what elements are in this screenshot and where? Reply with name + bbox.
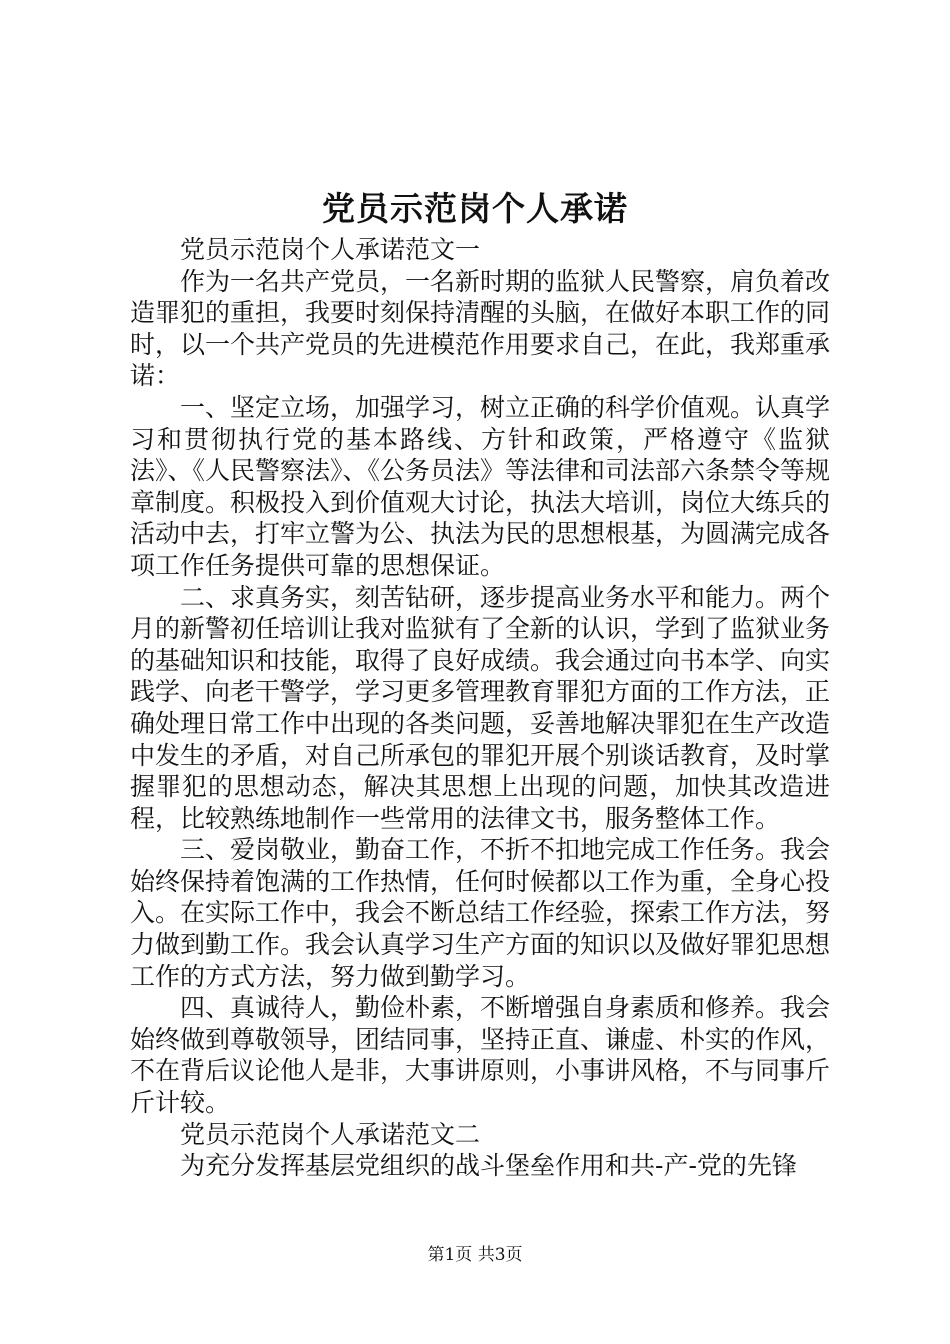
paragraph-point-1: 一、坚定立场，加强学习，树立正确的科学价值观。认真学习和贯彻执行党的基本路线、方针和政策，严格遵守《监狱法》、《人民警察法》、《公务员法》等法律和司法部六条禁令等规章制度。积极投入到价值观大讨论，执法大培训，岗位大练兵的活动中去，打牢立警为公、执法为民的思想根基，为圆满完成各项工作任务提供可靠的思想保证。	[130, 392, 831, 580]
page-footer: 第1页 共3页	[427, 1245, 523, 1265]
document-title: 党员示范岗个人承诺	[322, 189, 628, 228]
section-heading-2: 党员示范岗个人承诺范文二	[180, 1119, 481, 1149]
paragraph-point-2: 二、求真务实，刻苦钻研，逐步提高业务水平和能力。两个月的新警初任培训让我对监狱有了全新的认识，学到了监狱业务的基础知识和技能，取得了良好成绩。我会通过向书本学、向实践学、向老干警学，学习更多管理教育罪犯方面的工作方法，正确处理日常工作中出现的各类问题，妥善地解决罪犯在生产改造中发生的矛盾，对自己所承包的罪犯开展个别谈话教育，及时掌握罪犯的思想动态，解决其思想上出现的问题，加快其改造进程，比较熟练地制作一些常用的法律文书，服务整体工作。	[130, 582, 831, 833]
section-heading-1: 党员示范岗个人承诺范文一	[180, 235, 481, 264]
paragraph-intro: 作为一名共产党员，一名新时期的监狱人民警察，肩负着改造罪犯的重担，我要时刻保持清醒的头脑，在做好本职工作的同时，以一个共产党员的先进模范作用要求自己，在此，我郑重承诺：	[130, 266, 831, 391]
document-body	[130, 234, 830, 1182]
paragraph-point-4: 四、真诚待人，勤俭朴素，不断增强自身素质和修养。我会始终做到尊敬领导，团结同事，坚持正直、谦虚、朴实的作风，不在背后议论他人是非，大事讲原则，小事讲风格，不与同事斤斤计较。	[130, 993, 831, 1118]
paragraph-section-2-start: 为充分发挥基层党组织的战斗堡垒作用和共-产-党的先锋	[180, 1151, 797, 1181]
paragraph-point-3: 三、爱岗敬业，勤奋工作，不折不扣地完成工作任务。我会始终保持着饱满的工作热情，任何时候都以工作为重，全身心投入。在实际工作中，我会不断总结工作经验，探索工作方法，努力做到勤工作。我会认真学习生产方面的知识以及做好罪犯思想工作的方式方法，努力做到勤学习。	[130, 835, 831, 991]
